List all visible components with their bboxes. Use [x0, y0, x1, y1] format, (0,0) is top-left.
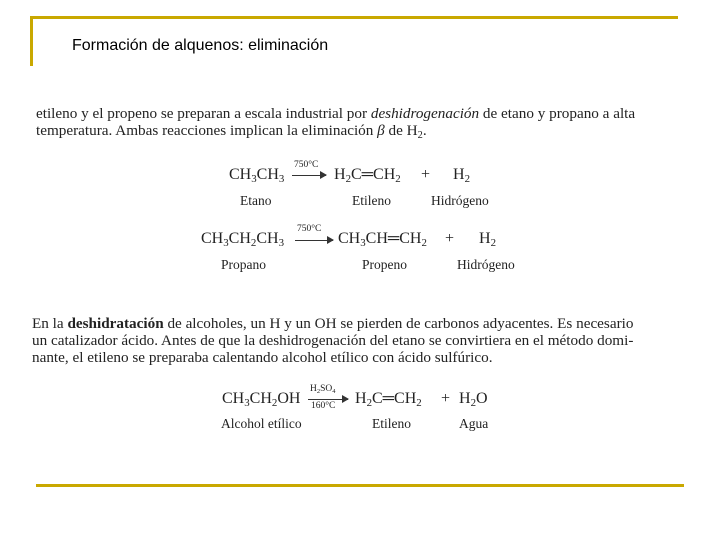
rxn3-plus: +: [441, 390, 451, 407]
rxn2-label-byproduct: Hidrógeno: [457, 257, 515, 272]
rxn1-product: $H_2C═CH_2$: [334, 166, 401, 186]
rxn3-arrow: [308, 399, 348, 400]
slide-title: Formación de alquenos: eliminación: [72, 37, 329, 54]
rxn3-reactant: $CH_3CH_2OH$: [222, 390, 301, 410]
rxn3-label-reactant: Alcohol etílico: [221, 416, 302, 431]
rxn3-label-byproduct: Agua: [459, 416, 489, 431]
rxn1-label-product: Etileno: [352, 193, 391, 208]
left-rule: [30, 16, 33, 66]
dehydration-line-3: nante, el etileno se preparaba calentando alcohol etílico con ácido sulfúrico.: [32, 349, 493, 366]
dehydration-line-2: un catalizador ácido. Antes de que la deshidrogenación del etano se convirtiera en el método domi-: [32, 332, 634, 349]
rxn1-label-byproduct: Hidrógeno: [431, 193, 489, 208]
rxn2-label-reactant: Propano: [221, 257, 266, 272]
rxn2-product: $CH_3CH═CH_2$: [338, 230, 427, 250]
intro-line-1: etileno y el propeno se preparan a escala industrial por deshidrogenación de etano y propano a alta: [36, 105, 636, 122]
rxn2-arrow: [295, 240, 333, 241]
rxn2-byproduct: $H_2$: [479, 230, 496, 250]
bottom-rule: [36, 484, 684, 487]
intro-line-2: temperatura. Ambas reacciones implican la eliminación β de $H_2$.: [36, 122, 427, 141]
rxn1-arrow: [292, 175, 326, 176]
rxn3-product: $H_2C═CH_2$: [355, 390, 422, 410]
top-rule: [30, 16, 678, 19]
rxn1-byproduct: $H_2$: [453, 166, 470, 186]
rxn2-plus: +: [445, 230, 455, 247]
rxn3-label-product: Etileno: [372, 416, 411, 431]
rxn2-reactant: $CH_3CH_2CH_3$: [201, 230, 285, 250]
rxn3-condition-bottom: 160°C: [311, 401, 336, 411]
rxn2-condition: 750°C: [297, 224, 322, 234]
rxn3-condition-top: $H_2SO_4$: [310, 384, 336, 395]
rxn1-reactant: $CH_3CH_3$: [229, 166, 285, 186]
term-deshidrogenacion: deshidrogenación: [370, 105, 480, 122]
rxn3-byproduct: $H_2O$: [459, 390, 488, 410]
dehydration-line-1: En la deshidratación de alcoholes, un H y un OH se pierden de carbonos adyacentes. Es necesario: [32, 315, 634, 332]
intro-paragraph: [36, 105, 635, 139]
rxn1-plus: +: [421, 166, 431, 183]
term-deshidratacion: deshidratación: [67, 315, 164, 332]
rxn1-label-reactant: Etano: [240, 193, 272, 208]
dehydration-paragraph: [32, 315, 633, 366]
rxn1-condition: 750°C: [294, 160, 319, 170]
rxn2-label-product: Propeno: [362, 257, 407, 272]
